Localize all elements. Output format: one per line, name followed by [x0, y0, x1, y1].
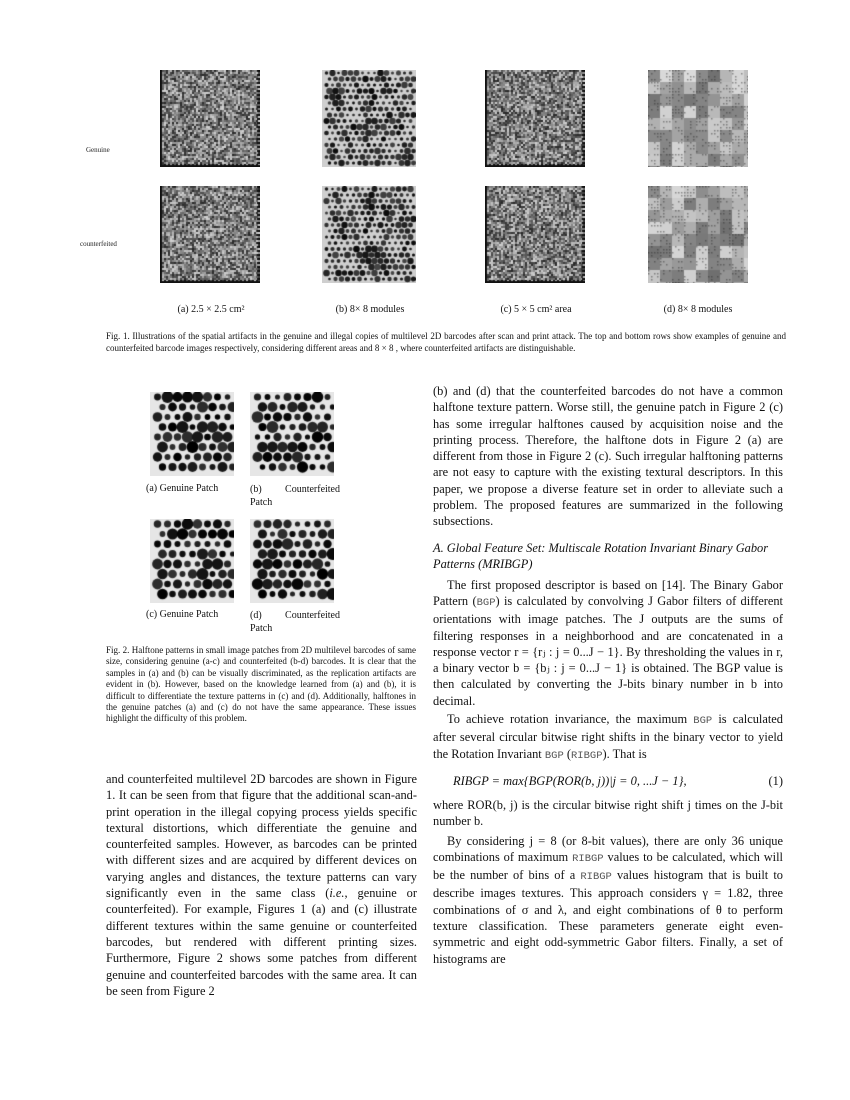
fig1-row-label-counterfeited: counterfeited	[80, 240, 117, 248]
equation-1	[433, 767, 783, 797]
fig1-subcaption-d: (d) 8× 8 modules	[663, 304, 733, 315]
fig1-image-c-counterfeited	[485, 186, 585, 283]
fig2-subcaption-a: (a) Genuine Patch	[146, 483, 219, 494]
fig2-caption: Fig. 2. Halftone patterns in small image patches from 2D multilevel barcodes of same size, considering genuine (a-c) and counterfeited (b-d) barcodes. It is clear that the samples in (a) and (b) can be visually discriminated, as the replication artifacts are evident in (b). However, based on the knowledge learned from (a) and (b), it is difficult to differentiate the texture patterns in (c) and (d). Additionally, halftones in the genuine patches (a) and (c) do not have the same appearance. These issues highlight the difficulty of this problem.	[106, 645, 416, 724]
fig1-image-d-genuine	[648, 70, 748, 167]
fig1-subcaption-a: (a) 2.5 × 2.5 cm²	[177, 304, 245, 315]
fig1-image-b-counterfeited	[322, 186, 416, 283]
fig1-row-label-genuine: Genuine	[86, 146, 110, 154]
fig1-subcaption-c: (c) 5 × 5 cm² area	[500, 304, 572, 315]
equation-1-expression: RIBGP = max{BGP(ROR(b, j))|j = 0, ...J − 1},	[453, 773, 687, 788]
fig1-image-a-genuine	[160, 70, 260, 167]
fig2-image-d-counterfeited-patch	[250, 519, 334, 603]
right-paragraph-5: By considering j = 8 (or 8-bit values), there are only 36 unique combinations of maximum RIBGP values to be calculated, which will be the number of bins of a RIBGP values histogram that is built to describe images textures. This approach considers γ = 1.82, three combinations of σ and λ, and eight combinations of θ to perform texture classification. These parameters generate eight even-symmetric and eight odd-symmetric Gabor filters. Finally, a set of histograms are	[433, 833, 784, 966]
fig2-subcaption-b: (b) Counterfeited Patch	[250, 484, 340, 508]
equation-1-number: (1)	[768, 773, 783, 788]
fig1-subcaption-b: (b) 8× 8 modules	[335, 304, 405, 315]
fig2-image-a-genuine-patch	[150, 392, 234, 476]
fig1-image-d-counterfeited	[648, 186, 748, 283]
fig1-caption: Fig. 1. Illustrations of the spatial artifacts in the genuine and illegal copies of multilevel 2D barcodes after scan and print attack. The top and bottom rows show examples of genuine and counterfeited barcode images respectively, considering different areas and 8 × 8 , where counterfeited artifacts are distinguishable.	[106, 331, 786, 353]
right-paragraph-1: (b) and (d) that the counterfeited barcodes do not have a common halftone texture pattern. Worse still, the genuine patch in Figure 2 (c) has some irregular halftones caused by acquisition noise and the printing process. Therefore, the halftone dots in Figure 2 (a) are different from those in Figure 2 (c). Such irregular halftoning patterns are not easy to capture with the existing textural descriptors. In this paper, we propose a diverse feature set in order to alleviate such a problem. The proposed features are summarized in the following subsections.	[433, 384, 783, 529]
fig1-image-b-genuine	[322, 70, 416, 167]
right-paragraph-2: The first proposed descriptor is based on [14]. The Binary Gabor Pattern (BGP) is calculated by convolving J Gabor filters of different orientations with image patches. The J outputs are the sums of filtering responses in a neighborhood and are concatenated in a response vector r = {rⱼ : j = 0...J − 1}. By thresholding the values in r, a binary vector b = {bⱼ : j = 0...J − 1} is obtained. The BGP value is then calculated by converting the J-bits binary number in b into decimal.	[433, 577, 783, 708]
fig2-subcaption-c: (c) Genuine Patch	[146, 609, 219, 620]
left-column-body	[106, 771, 417, 999]
fig1-image-a-counterfeited	[160, 186, 260, 283]
fig2-image-b-counterfeited-patch	[250, 392, 334, 476]
right-paragraph-4: where ROR(b, j) is the circular bitwise right shift j times on the J-bit number b.	[433, 797, 783, 829]
left-paragraph: and counterfeited multilevel 2D barcodes are shown in Figure 1. It can be seen from that figure that the additional scan-and-print operation in the illegal copying process yields specific textural distortions, which differentiate the genuine and counterfeited samples. However, as barcodes can be printed with different sizes and are acquired by different devices on varying angles and distances, the texture patterns can vary significantly even in the same class (i.e., genuine or counterfeited). For example, Figures 1 (a) and (c) illustrate different textures within the same genuine or counterfeited barcodes, but rendered with different printing sizes. Furthermore, Figure 2 shows some patches from different genuine and counterfeited barcodes with the same area. It can be seen from Figure 2	[106, 772, 417, 998]
right-paragraph-3: To achieve rotation invariance, the maximum BGP is calculated after several circular bitwise right shifts in the binary vector to yield the Rotation Invariant BGP (RIBGP). That is	[433, 712, 783, 762]
section-title: A. Global Feature Set: Multiscale Rotation Invariant Binary Gabor Patterns (MRIBGP)	[433, 540, 769, 571]
fig2-image-c-genuine-patch	[150, 519, 234, 603]
right-column-body	[433, 383, 783, 967]
fig1-image-c-genuine	[485, 70, 585, 167]
fig2-subcaption-d: (d) Counterfeited Patch	[250, 610, 340, 634]
